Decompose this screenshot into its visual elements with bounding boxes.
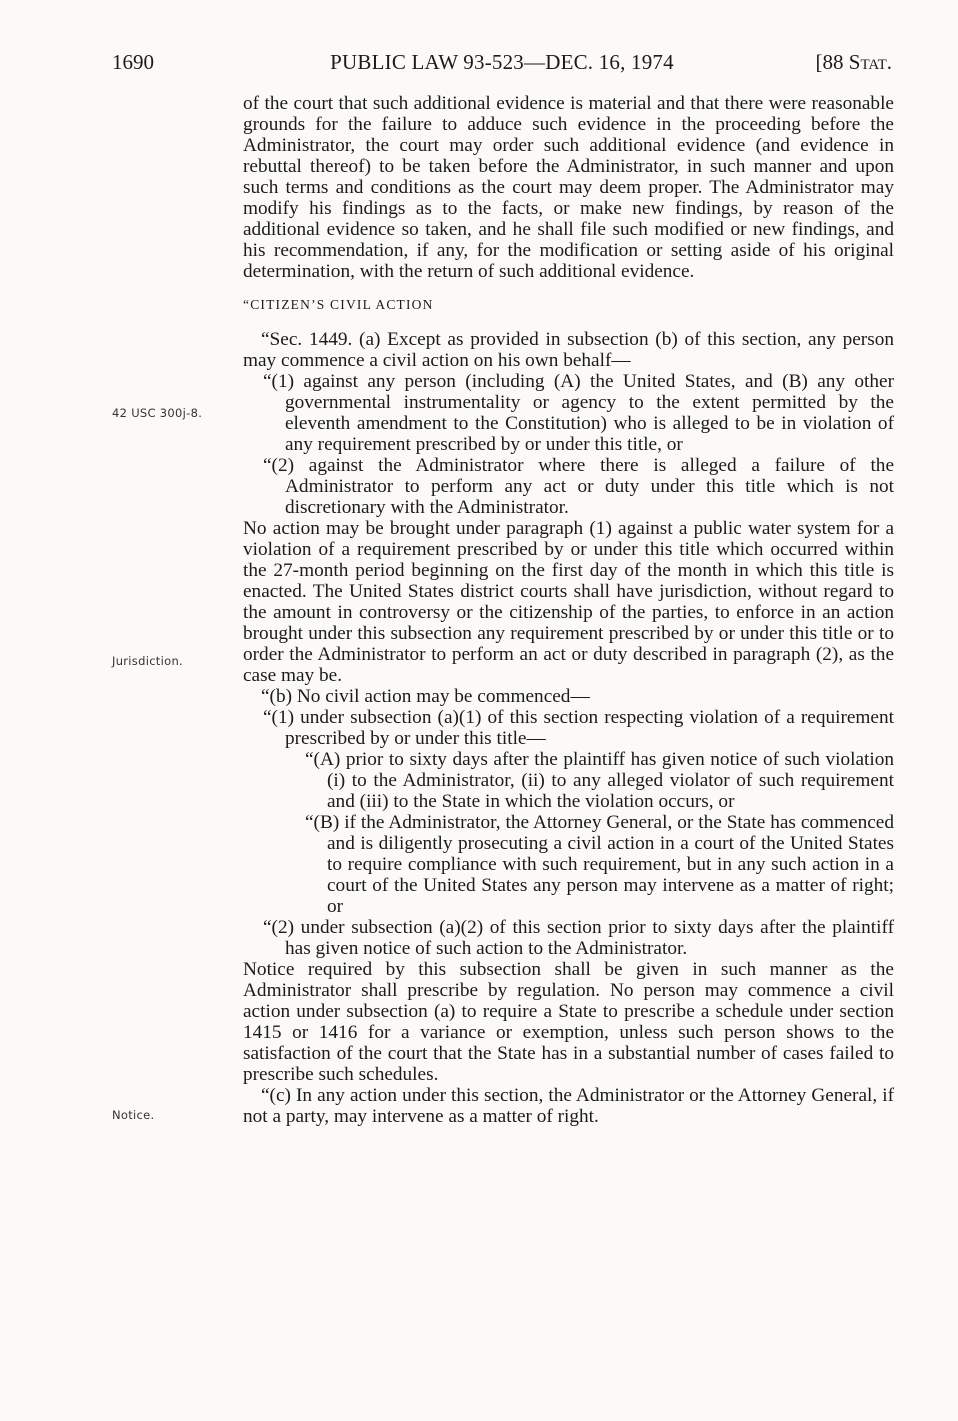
subparagraph-a-1: “(1) against any person (including (A) the United States, and (B) any other governmental instrumentality or agency to the extent permitted by the eleventh amendment to the Constitution) who is alleged to be in violation of any requirement prescribed by or under this title, or: [263, 371, 894, 455]
running-title: PUBLIC LAW 93-523—DEC. 16, 1974: [330, 50, 674, 74]
page-number: 1690: [112, 50, 154, 74]
subparagraph-b-2: “(2) under subsection (a)(2) of this section prior to sixty days after the plaintiff has given notice of such action to the Administrator.: [263, 917, 894, 959]
paragraph-continuation: of the court that such additional evidence is material and that there were reasonable grounds for the failure to adduce such evidence in the proceeding before the Administrator, the court may order such additional evidence (and evidence in rebuttal thereof) to be taken before the Administrator, in such manner and upon such terms and conditions as the court may deem proper. The Administrator may modify his findings as to the facts, or make new findings, by reason of the additional evidence so taken, and he shall file such modified or new findings, and his recommendation, if any, for the modification or setting aside of his original determination, with the return of such additional evidence.: [243, 93, 894, 282]
margin-note-usc-citation: 42 USC 300j-8.: [112, 406, 203, 420]
subparagraph-b-1: “(1) under subsection (a)(1) of this section respecting violation of a requirement prescribed by or under this title—: [263, 707, 894, 749]
margin-note-notice: Notice.: [112, 1108, 155, 1122]
margin-note-jurisdiction: Jurisdiction.: [112, 654, 183, 668]
statute-body: [243, 93, 894, 1127]
section-1449-a: “Sec. 1449. (a) Except as provided in subsection (b) of this section, any person may commence a civil action on his own behalf—: [243, 329, 894, 371]
statute-volume: [88 Stat.: [815, 50, 892, 74]
section-heading: “CITIZEN’S CIVIL ACTION: [243, 297, 434, 312]
clause-b-1-B: “(B) if the Administrator, the Attorney General, or the State has commenced and is diligently prosecuting a civil action in a court of the United States to require compliance with such requirement, but in any such action in a court of the United States any person may intervene as a matter of right; or: [305, 812, 894, 917]
paragraph-notice: Notice required by this subsection shall be given in such manner as the Administrator shall prescribe by regulation. No person may commence a civil action under subsection (a) to require a State to prescribe a schedule under section 1415 or 1416 for a variance or exemption, unless such person shows to the satisfaction of the court that the State has in a substantial number of cases failed to prescribe such schedules.: [243, 959, 894, 1085]
page-header: [112, 50, 892, 80]
subsection-b-intro: “(b) No civil action may be commenced—: [261, 686, 590, 707]
subsection-c: “(c) In any action under this section, the Administrator or the Attorney General, if not a party, may intervene as a matter of right.: [243, 1085, 894, 1127]
clause-b-1-A: “(A) prior to sixty days after the plaintiff has given notice of such violation (i) to the Administrator, (ii) to any alleged violator of such requirement and (iii) to the State in which the violation occurs, or: [305, 749, 894, 812]
paragraph-no-action: No action may be brought under paragraph (1) against a public water system for a violation of a requirement prescribed by or under this title which occurred within the 27-month period beginning on the first day of the month in which this title is enacted. The United States district courts shall have jurisdiction, without regard to the amount in controversy or the citizenship of the parties, to enforce in an action brought under this subsection any requirement prescribed by or under this title or to order the Administrator to perform an act or duty described in paragraph (2), as the case may be.: [243, 518, 894, 686]
subparagraph-a-2: “(2) against the Administrator where there is alleged a failure of the Administrator to perform any act or duty under this title which is not discretionary with the Administrator.: [263, 455, 894, 518]
